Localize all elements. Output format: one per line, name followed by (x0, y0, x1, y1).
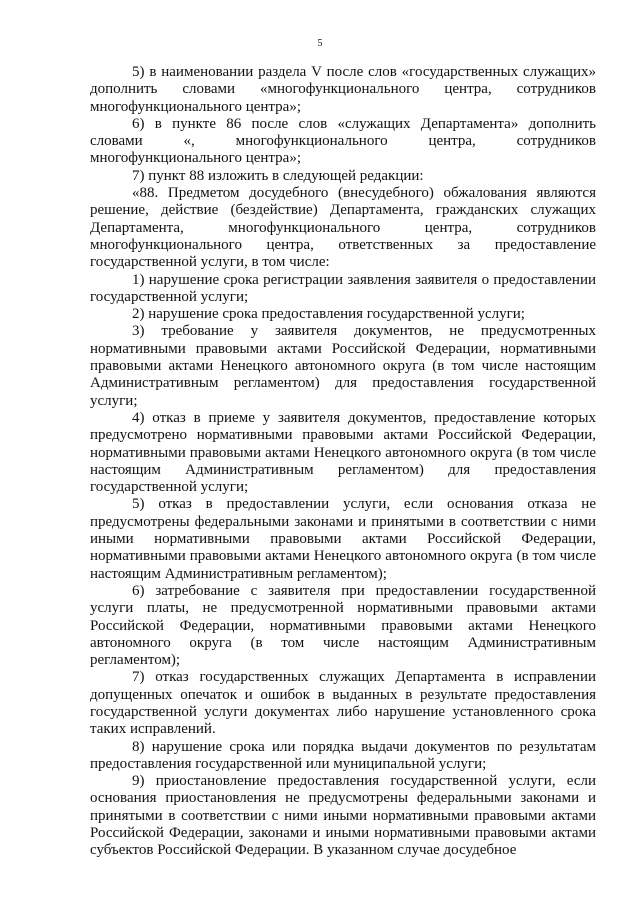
list-item-2: 2) нарушение срока предоставления государственной услуги; (132, 306, 525, 323)
paragraph-amendment-5: 5) в наименовании раздела V после слов «государственных служащих» дополнить словами «многофункционального центра, сотрудников многофункционального центра»; (90, 64, 596, 115)
list-item-9: 9) приостановление предоставления государственной услуги, если основания приостановления не предусмотрены федеральными законами и принятыми в соответствии с ними иными нормативными правовыми актами Российской Федерации, законами и иными нормативными правовыми актами субъектов Российской Федерации. В указанном случае досудебное (90, 773, 596, 859)
document-body (90, 64, 596, 860)
list-item-8: 8) нарушение срока или порядка выдачи документов по результатам предоставления государственной или муниципальной услуги; (90, 738, 596, 772)
paragraph-item-88: «88. Предметом досудебного (внесудебного) обжалования являются решение, действие (бездействие) Департамента, гражданских служащих Департамента, многофункционального центра, сотрудников многофункционального центра, ответственных за предоставление государственной услуги, в том числе: (90, 185, 596, 271)
paragraph-amendment-7: 7) пункт 88 изложить в следующей редакции: (132, 167, 424, 184)
paragraph-amendment-6: 6) в пункте 86 после слов «служащих Департамента» дополнить словами «, многофункционального центра, сотрудников многофункционального центра»; (90, 115, 596, 167)
list-item-7: 7) отказ государственных служащих Департамента в исправлении допущенных опечаток и ошибок в выданных в результате предоставления государственной услуги документах либо нарушение установленного срока таких исправлений. (90, 669, 596, 738)
list-item-3: 3) требование у заявителя документов, не предусмотренных нормативными правовыми актами Российской Федерации, нормативными правовыми актами Ненецкого автономного округа (в том числе настоящим Административным регламентом) для предоставления государственной услуги; (90, 323, 596, 409)
list-item-1: 1) нарушение срока регистрации заявления заявителя о предоставлении государственной услуги; (90, 271, 596, 305)
page-number: 5 (317, 38, 323, 49)
list-item-4: 4) отказ в приеме у заявителя документов, предоставление которых предусмотрено нормативными правовыми актами Российской Федерации, нормативными правовыми актами Ненецкого автономного округа (в том числе настоящим Административным регламентом) для предоставления государственной услуги; (90, 409, 596, 496)
list-item-6: 6) затребование с заявителя при предоставлении государственной услуги платы, не предусмотренной нормативными правовыми актами Российской Федерации, нормативными правовыми актами Ненецкого автономного округа (в том числе настоящим Административным регламентом); (90, 582, 596, 669)
list-item-5: 5) отказ в предоставлении услуги, если основания отказа не предусмотрены федеральными законами и принятыми в соответствии с ними иными нормативными правовыми актами Российской Федерации, нормативными правовыми актами Ненецкого автономного округа (в том числе настоящим Административным регламентом); (90, 496, 596, 582)
